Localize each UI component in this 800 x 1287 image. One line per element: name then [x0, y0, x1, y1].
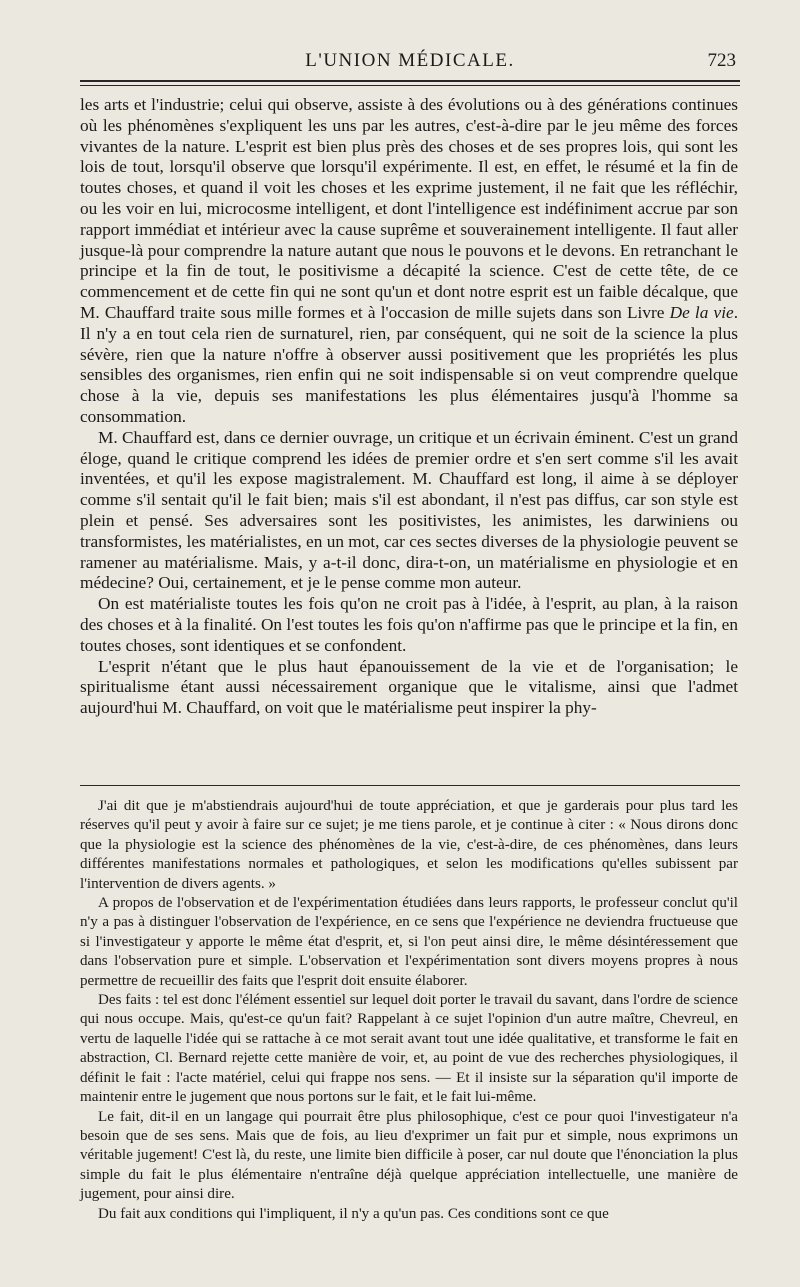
running-header: [80, 50, 740, 78]
feuilleton-text: [80, 797, 738, 1224]
journal-title: L'UNION MÉDICALE.: [305, 50, 515, 71]
note-paragraph-4: Le fait, dit-il en un langage qui pourrait être plus philosophique, c'est ce pour quoi l'investigateur n'a besoin que de ses sens. Mais que de fois, au lieu d'exprimer un fait pur et simple, nous exprimons un véritable jugement! C'est là, du reste, une limite bien difficile à poser, car nul doute que l'énonciation la plus simple du fait le plus élémentaire n'entraîne déjà quelque appréciation intellectuelle, une manière de jugement, pour ainsi dire.: [80, 1108, 738, 1203]
paragraph-1: [80, 95, 738, 428]
paragraph-3: On est matérialiste toutes les fois qu'on ne croit pas à l'idée, à l'esprit, au plan, à la raison des choses et à la finalité. On l'est toutes les fois qu'on n'affirme pas que le principe et la fin, en toutes choses, sont identiques et se confondent.: [80, 594, 738, 655]
header-rule: [80, 80, 740, 86]
note-paragraph-3: Des faits : tel est donc l'élément essentiel sur lequel doit porter le travail du savant, dans l'ordre de science qui nous occupe. Mais, qu'est-ce qu'un fait? Rappelant à ce sujet l'opinion d'un autre maître, Chevreul, en vertu de laquelle l'idée qui se rattache à ce mot serait avant tout une idée qualitative, et transforme le fait en abstraction, Cl. Bernard rejette cette manière de voir, et, au point de vue des recherches physiologiques, il définit le fait : l'acte matériel, celui qui frappe nos sens. — Et il insiste sur la séparation qu'il importe de maintenir entre le jugement que nous portons sur le fait, et le fait lui-même.: [80, 992, 739, 1106]
note-paragraph-2: A propos de l'observation et de l'expérimentation étudiées dans leurs rapports, le professeur conclut qu'il n'y a pas à distinguer l'observation de l'expérience, en ce sens que l'expérience ne deviendra fructueuse que si l'investigateur y apporte le même état d'esprit, et, si l'on peut ainsi dire, le même désintéressement que dans l'observation pure et simple. L'observation et l'expérimentation sont divers moyens propres à nous permettre de recueillir des faits que l'esprit doit ensuite élaborer.: [80, 895, 738, 989]
main-text: [80, 95, 738, 719]
section-rule: [80, 785, 740, 786]
paragraph-2: M. Chauffard est, dans ce dernier ouvrage, un critique et un écrivain éminent. C'est un grand éloge, quand le critique comprend les idées de premier ordre et s'en sert comme s'il les avait inventées, et qu'il les expose magistralement. M. Chauffard est long, il aime à se déployer comme s'il sentait qu'il le fait bien; mais s'il est abondant, il n'est pas diffus, car son style est plein et pensé. Ses adversaires sont les positivistes, les animistes, les darwiniens ou transformistes, les matérialistes, en un mot, car ces sectes diverses de la physiologie peuvent se ramener au matérialisme. Mais, y a-t-il donc, dira-t-on, un matérialisme en physiologie et en médecine? Oui, certainement, et je le pense comme mon auteur.: [80, 427, 738, 593]
paragraph-4: L'esprit n'étant que le plus haut épanouissement de la vie et de l'organisation; le spiritualisme étant aussi nécessairement organique que le vitalisme, ainsi que l'admet aujourd'hui M. Chauffard, on voit que le matérialisme peut inspirer la phy-: [80, 656, 738, 718]
paragraph-1-end: . Il n'y a en tout cela rien de surnaturel, rien, par conséquent, qui ne soit de la science la plus sévère, rien que la nature n'offre à observer aussi positivement que les propriétés les plus sensibles des organismes, rien enfin qui ne soit indispensable si on veut comprendre quelque chose à la vie, depuis ses manifestations les plus élémentaires jusqu'à l'homme sa consommation.: [80, 302, 739, 426]
page-number: 723: [707, 50, 736, 71]
book-title: De la vie: [669, 302, 734, 322]
paragraph-1-text: les arts et l'industrie; celui qui observe, assiste à des évolutions ou à des générations continues où les phénomènes s'expliquent les uns par les autres, c'est-à-dire par le jeu même des forces vivantes de la nature. L'esprit est bien plus près des choses et de ses propres lois, qui sont les lois de tout, lorsqu'il observe que lorsqu'il expérimente. Il est, en effet, le résumé et la fin de toutes choses, et quand il voit les choses et les exprime justement, il ne fait que les réfléchir, ou les voir en lui, microcosme intelligent, et dont l'intelligence est indéfiniment accrue par son rapport immédiat et intérieur avec la cause suprême et souverainement intelligente. Il faut aller jusque-là pour comprendre la nature autant que nous le pouvons et le devons. En retranchant le principe et la fin de tout, le positivisme a décapité la science. C'est de cette tête, de ce commencement et de cette fin qui ne sont qu'un et dont notre esprit est un faible décalque, que M. Chauffard traite sous mille formes et à l'occasion de mille sujets dans son Livre: [80, 95, 738, 322]
note-paragraph-1: J'ai dit que je m'abstiendrais aujourd'hui de toute appréciation, et que je garderais pour plus tard les réserves qu'il peut y avoir à faire sur ce sujet; je me tiens parole, et je continue à citer : « Nous dirons donc que la physiologie est la science des phénomènes de la vie, c'est-à-dire, de ces phénomènes, dans leurs différentes manifestations normales et pathologiques, et selon les modifications qu'elles subissent par l'intervention de divers agents. »: [80, 798, 738, 892]
note-paragraph-5: Du fait aux conditions qui l'impliquent, il n'y a qu'un pas. Ces conditions sont ce que: [98, 1205, 609, 1222]
